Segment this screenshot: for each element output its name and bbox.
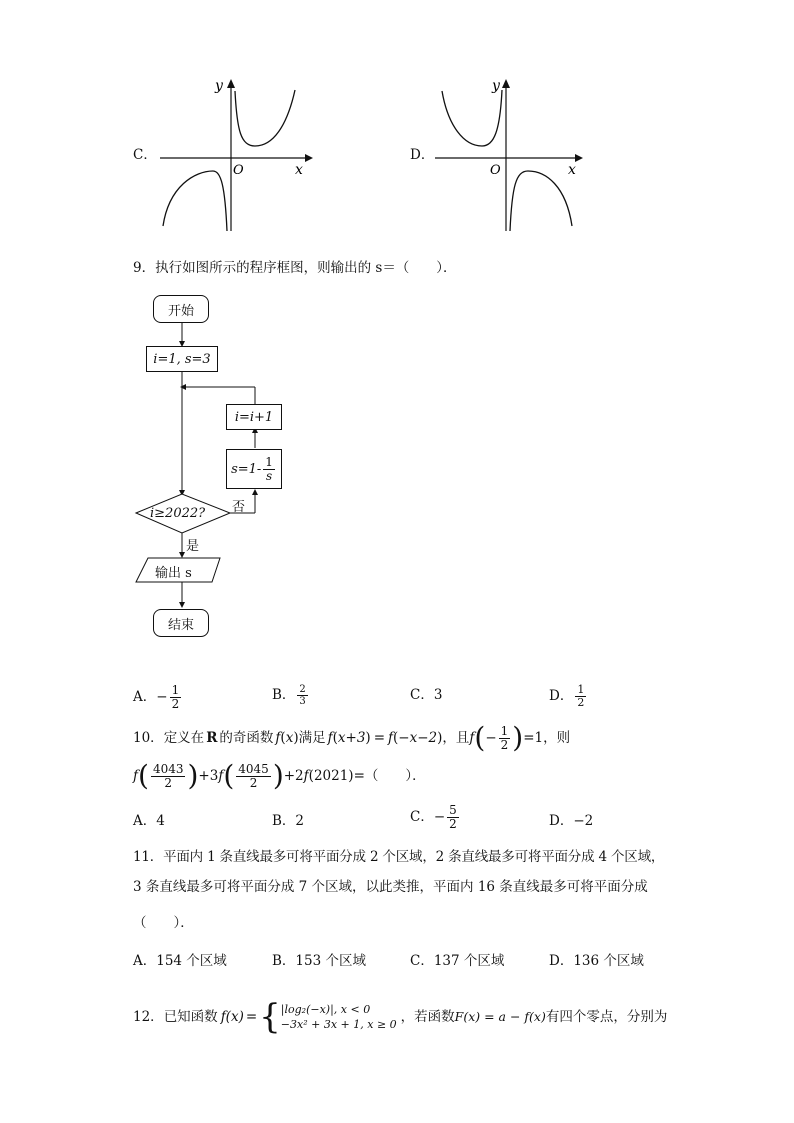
fn-f: f: [275, 730, 281, 746]
axis-x-label: x: [568, 162, 576, 178]
fn-f: f: [133, 768, 138, 784]
q9-stem: [133, 259, 457, 277]
text: 满足: [298, 730, 326, 746]
option-label: B．: [272, 813, 296, 829]
fn-f: f: [218, 768, 224, 784]
text: ，若函数: [400, 1009, 455, 1025]
assign-prefix: s=1-: [231, 461, 262, 477]
q11-option-b: B．153 个区域: [272, 953, 366, 969]
option-label: C．: [410, 687, 434, 703]
var-x: x: [285, 730, 294, 746]
q11-option-c: C．137 个区域: [410, 953, 505, 969]
option-label: A．: [133, 813, 157, 829]
q12-line1: [133, 997, 668, 1037]
paren-open: (: [280, 730, 286, 746]
axis-y-label: y: [492, 78, 500, 94]
q11-line1: 11．平面内 1 条直线最多可将平面分成 2 个区域，2 条直线最多可将平面分成 4 个区域，: [133, 849, 665, 865]
paren-close: ): [187, 759, 199, 792]
origin-label: O: [490, 163, 501, 178]
case-2: −3x² + 3x + 1, x ≥ 0: [280, 1018, 397, 1031]
q9-stem-text: 执行如图所示的程序框图，则输出的 s＝（ ）．: [155, 260, 457, 276]
piecewise-brace: {: [259, 997, 281, 1037]
arg: 2021: [313, 768, 349, 784]
q9-option-d: [549, 684, 588, 709]
y-axis-arrow: [502, 79, 510, 88]
x-axis-arrow: [575, 154, 583, 162]
flowchart-no-label: 否: [232, 500, 246, 515]
frac-den: 2: [249, 775, 258, 790]
text: ，且: [442, 730, 470, 746]
q9-option-c: [410, 686, 442, 704]
text: 已知函数: [163, 1009, 218, 1025]
fn-f: f: [388, 730, 393, 746]
arg: −x−2: [398, 730, 438, 746]
frac-den: 3: [299, 696, 306, 707]
paren-close: ): [437, 730, 443, 746]
flowchart-assign: [226, 449, 282, 489]
axis-x-label: x: [295, 162, 303, 178]
curve-lower-right: [510, 171, 572, 231]
assign-num: 1: [265, 454, 273, 469]
fn-Fx: F(x) = a − f(x): [454, 1009, 546, 1024]
option-value: 2: [295, 813, 305, 829]
q10-option-a: [133, 812, 165, 830]
option-value: −2: [573, 813, 594, 829]
q10-line2: [133, 759, 426, 792]
q10-option-c: [410, 804, 461, 831]
set-r: R: [206, 730, 218, 746]
fn-fx: f(x): [220, 1009, 244, 1025]
option-sign: −: [156, 689, 168, 705]
paren-close: ): [293, 730, 299, 746]
frac-num: 1: [171, 683, 180, 697]
frac-num: 5: [449, 803, 457, 817]
flowchart-start: 开始: [153, 295, 209, 323]
option-label: A．: [133, 689, 157, 705]
q8-graph-c: [155, 76, 315, 236]
origin-label: O: [233, 163, 244, 178]
op: +2: [283, 768, 304, 784]
q10-line1: [133, 721, 571, 754]
option-sign: −: [433, 809, 446, 825]
op: +3: [198, 768, 219, 784]
frac-den: 2: [449, 817, 457, 831]
frac-den: 2: [171, 697, 180, 711]
frac-num: 1: [500, 723, 509, 738]
frac-den: 2: [577, 696, 585, 709]
fn-f: f: [469, 730, 475, 746]
q11-line2: 3 条直线最多可将平面分成 7 个区域，以此类推，平面内 16 条直线最多可将平面分成: [133, 879, 648, 895]
q9-option-a: [133, 684, 183, 711]
paren-open: (: [332, 730, 338, 746]
piecewise-cases: [281, 1002, 397, 1032]
flowchart-output: 输出 s: [155, 566, 192, 581]
paren-open: (: [138, 759, 149, 792]
q10-option-b: [272, 812, 304, 830]
flowchart-increment: i=i+1: [226, 404, 282, 430]
option-value: 4: [156, 813, 165, 829]
flowchart-init: i=1, s=3: [146, 346, 218, 372]
case-1: |log₂(−x)|, x < 0: [280, 1003, 371, 1016]
q8-option-c-label: C．: [133, 147, 157, 163]
paren-open: (: [474, 721, 486, 754]
paren-close: ): [272, 759, 284, 792]
frac-den: 2: [500, 737, 509, 752]
q9-option-b: [272, 684, 310, 707]
sign: −: [485, 730, 497, 746]
assign-den: s: [266, 468, 273, 483]
option-label: C．: [410, 809, 434, 825]
eq: =: [373, 730, 385, 746]
frac-num: 2: [299, 684, 306, 695]
q9-number: 9．: [133, 260, 156, 276]
axis-y-label: y: [215, 78, 223, 94]
q11-line3: （ ）．: [133, 915, 194, 931]
option-label: D．: [549, 688, 574, 704]
paren-close: ): [512, 721, 524, 754]
frac-num: 1: [577, 683, 585, 696]
flowchart-yes-label: 是: [186, 539, 200, 554]
option-label: B．: [272, 687, 296, 703]
q8-graph-d: [430, 76, 590, 236]
eq: =: [245, 1009, 258, 1025]
frac-num: 4043: [152, 761, 184, 776]
paren-close: ): [348, 768, 354, 784]
q10-number: 10．: [133, 730, 164, 746]
q8-option-d-label: D．: [410, 147, 435, 163]
curve-upper-left: [442, 90, 502, 146]
fn-f: f: [327, 730, 333, 746]
paren-open: (: [393, 730, 399, 746]
frac-num: 4045: [238, 761, 269, 776]
frac-den: 2: [164, 775, 173, 790]
paren-open: (: [223, 759, 235, 792]
curve-upper-right: [235, 90, 295, 146]
y-axis-arrow: [227, 79, 235, 88]
text: =1，则: [523, 730, 571, 746]
text: 定义在: [163, 730, 205, 746]
q10-option-d: [549, 812, 593, 830]
flowchart-condition: i≥2022?: [150, 506, 206, 521]
text: 有四个零点，分别为: [545, 1009, 668, 1025]
flowchart-end: 结束: [153, 609, 209, 637]
q11-option-a: A．154 个区域: [133, 953, 227, 969]
arg: x+3: [337, 730, 366, 746]
option-value: 3: [433, 687, 443, 703]
q12-number: 12．: [133, 1009, 164, 1025]
option-label: D．: [549, 813, 574, 829]
paren-close: ): [365, 730, 371, 746]
curve-lower-left: [163, 171, 227, 231]
text: 的奇函数: [219, 730, 274, 746]
text: =（ ）．: [353, 768, 426, 784]
paren-open: (: [308, 768, 314, 784]
q11-option-d: D．136 个区域: [549, 953, 644, 969]
x-axis-arrow: [305, 154, 313, 162]
fn-f: f: [303, 768, 309, 784]
